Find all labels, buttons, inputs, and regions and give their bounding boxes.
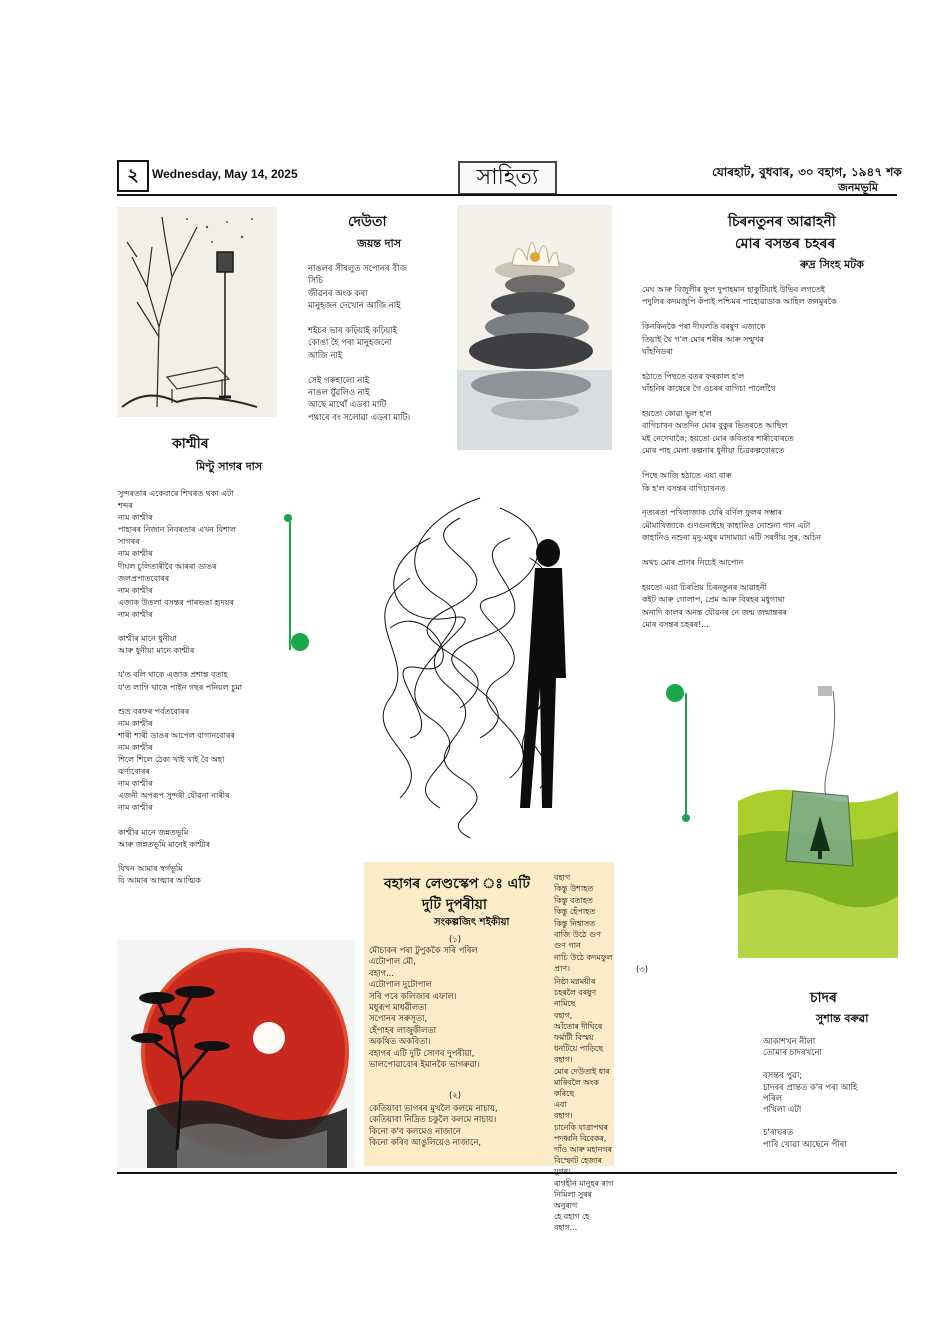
- part2-label: (২): [449, 1090, 461, 1100]
- poem-body-kashmir: সুন্দৰতাৰ একেবাৰে শিখৰত থকা এটা শব্দৰ নাম কাশ্মীৰ পাহাৰৰ নিজান নিবৰতাৰ এখন বিশাল সাগৰৰ নাম কাশ্মীৰ দীঘল চুলিতাৰীবৈ আৰৰা ডাঙৰ জলপ্ৰপাতবোৰৰ নাম কাশ্মীৰ এজাক উতলা বসন্তৰ পাৰভঙা হৃদয়ৰ নাম কাশ্মীৰ কাশ্মীৰ মানে ধুনীয়া আৰু ধুনীয়া মানে কাশ্মীৰ য'ত বলি থাকে এজাক প্ৰশান্ত বতাহ য'ত লাগি থাকে পাইন গছৰ পনিয়ল চুমা শুভ্ৰ বৰফৰ পৰ্বতবোৰৰ নাম কাশ্মীৰ শাৰী শাৰী ডাঙৰ আপেল বাগানবোৰৰ নাম কাশ্মীৰ শিলে শিলে ঠেকা খাই খাই বৈ অহা ঝৰ্ণাবোৰৰ নাম কাশ্মীৰ এজনী অপৰূপ সুন্দৰী যৌৱনা নাৰীৰ নাম কাশ্মীৰ কাশ্মীৰ মানে জন্নতভূমি আৰু জন্নতভূমি মানেই কাশ্মীৰ যিখন আমাৰ স্বৰ্গভূমি যি আমাৰ আত্মাৰ আত্মিক: [118, 489, 243, 885]
- section-title: সাহিত্য: [458, 161, 557, 195]
- green-line-right: [685, 693, 687, 818]
- page-number: ২: [117, 160, 149, 192]
- tea-bag-image: [738, 686, 898, 958]
- poem-author-bohag: সংকল্পজিৎ শইকীয়া: [434, 917, 510, 928]
- poem-part2: কেতিয়াবা ভাগৰৰ মুখলৈ কলমে নাচায়, কেতিয়াবা নিদ্ৰিত চকুলৈ কলমে নাচায়। কিনো ক'ব কলমেও নাজানে কিনো কৰিব আঙুলিয়েও নাজানে,: [369, 1103, 498, 1148]
- poem-title-bohag-1: বহাগৰ লেণ্ডস্কেপ ঃ এটি: [384, 876, 530, 892]
- sketch-tree-bench-image: [117, 207, 277, 417]
- red-sun-tree-icon: [117, 940, 355, 1168]
- poem-author-deuta: জয়ন্ত দাস: [357, 237, 401, 250]
- tangled-figure-icon: [330, 478, 608, 846]
- tea-bag-icon: [738, 686, 898, 958]
- place-date-bengali: যোৰহাট, বুধবাৰ, ৩০ বহাগ, ১৯৪৭ শক: [712, 165, 902, 179]
- poem-part3: নিষ্ঠা মগ্নময়ীৰ চহৰলৈ বৰষুণ নামিছে বহাগ, আঁতোৰ দীঘিৰে ফৰ্মাটী বিস্ময় ধনটিয়ে পাড়িছে বহাগ। মোৰ দেউতাই ধাৰ মাৰিবলৈ অংক কৰিছে এবা বহাগ। চানেকি যাত্ৰাপথৰ পদধ্বনি বিবেকৰ, গাঁও আৰু মহানগৰ বিস্ফোট হেজাৰ ৰাগহীন মানুহৰ ৰাগ নিমিলা সুৰৰ অনুৰাগ হে বহাগ হে বহাগ...: [554, 977, 614, 1233]
- poem-author-chador: সুশান্ত বৰুৱা: [816, 1012, 869, 1025]
- poem-body-chirantun: মেঘ আৰু বিজুলীৰ ফুল দুপাহমান হাকুটিয়াই উভিব লগতেই পদুলিৰ কদমজুপি কঁপাই পশ্চিমৰ পাহোৱাডাক আহিল জনমুৰকৈ কিনকিনকৈ পৰা দীঘলতি বৰষুণ এজাকে তিয়াই থৈ গ'ল মোৰ শৰীৰ আৰু সন্মুখৰ ঘাঁহনিডৰা হঠাতে পিছতে বতৰ ফৰকাল হ'ল ঘাঁহনিৰ কাষেৰে গৈ ওচৰৰ বাগিচা পালোঁগৈ হয়তো কোৱা ভুল হ'ল বাগিচাখন অতদিন মোৰ বুকুৰ ভিতৰতে আছিল মই নেদেখাকৈ; হয়তো মোৰ কবিতাৰ শাৰীবোৰতে মোৰ পাহ মেলা কল্পনাৰ ধুনীয়া চিত্ৰকল্পবোৰতে পিছে আজি হঠাতে এয়া বাৰু কি হ'ল বসন্তৰ বাগিচাখনত নৃত্যৰতা পখিলাজাক যেৰি বৰ্ণিল ফুলৰ সম্ভাৰ মৌমাখিজাকে গুণগুনাইছে কাহানিও নোশুনা গান এটা কাহানিও নশুনা মৃদু-মধুৰ মাদামায়া এটি সৰগীয় সুৰ, অচিন অথচ মোৰ প্ৰাণৰ নিচেই আপোন হয়তো এয়া চিৰপ্ৰিয় চিৰনতুনৰ আৱাহনী কইট আৰু গোলাপ, প্ৰেম আৰু বিৰহৰ মধুগাথা অনাদি কালৰ অনন্ত যৌৱনৰ নে জন্ম জন্মান্তৰৰ মোৰ বসন্তৰ চহৰৰ!...: [642, 285, 837, 629]
- tree-bench-lamp-icon: [117, 207, 277, 417]
- green-dot-large-right: [666, 684, 684, 702]
- poem-title-chador: চাদৰ: [810, 990, 837, 1006]
- poem-title-kashmir: কাশ্মীৰ: [172, 436, 209, 452]
- poem-col2-top: বহাগ কিন্তু উশাহত কিন্তু বতাহত কিন্তু হেঁপাহত কিন্তু নিশ্বাসত বাজি উঠে গুণ গুণ গান নাচি উঠে কদমফুল প্ৰাণ।: [554, 873, 613, 974]
- red-sun-tree-image: [117, 940, 355, 1168]
- poem-title-bohag-2: দুটি দুপৰীয়া: [422, 897, 487, 913]
- poem-title-chirantun-1: চিৰনতুনৰ আৱাহনী: [728, 214, 836, 230]
- poem-body-chador: আকাশখন নীলা তোমাৰ চাদৰখনো বসন্তৰ পুৱা; চাদৰৰ প্ৰান্তত ক'ৰ পৰা আহি পৰিল পখিলা এটা চ'ৰাঘৰত পাৰি খোৱা আছেনে পীৰা: [763, 1036, 858, 1149]
- footer-rule: [117, 1172, 897, 1174]
- newspaper-logo: জনমভূমি: [838, 181, 878, 194]
- poem-author-kashmir: মিণ্টু সাগৰ দাস: [196, 460, 263, 473]
- poem-title-chirantun-2: মোৰ বসন্তৰ চহৰৰ: [735, 236, 836, 252]
- green-dot-large-left: [291, 633, 309, 651]
- part1-label: (১): [449, 934, 461, 944]
- green-line-left: [289, 520, 291, 650]
- poem-part1: মৌচাকৰ পৰা টুপুককৈ সৰি পৰিল এটোপাল মৌ, বহাগ... এটোপাল দুটোপাল সৰি পৰে কলিজাৰ এফাল। মধুৰূপ মাধৱীলতা সপোনৰ সৰুসূতা, হেঁপাহৰ লাজুকীলতা অকথিত অকবিতা। বহাগৰ এটি দুটি সোণৰ দুপৰীয়া, ভালপোৱাবোৰ ইমানকৈ ভাগৰুৱা।: [369, 945, 480, 1070]
- lotus-stones-icon: [457, 205, 612, 450]
- poem-body-deuta: নাঙলৰ সীৰলুত সপোনৰ বীজ সিচি জীৱনৰ অংক কৰা মানুহজন দেখোন আজি নাই শইচৰ ভাৰ কঢ়িয়াই কঢ়িয়াই কোঙা হৈ পৰা মানুহজনো আজি নাই সেই গৰুহালো নাই নাঙল যুঁৱলিও নাই আছে মাথোঁ এডৰা মাটি পথাৰে বং সলোৱা এডৰা মাটি।: [308, 263, 411, 422]
- issue-date: Wednesday, May 14, 2025: [152, 167, 298, 181]
- poem-title-deuta: দেউতা: [348, 214, 387, 230]
- part3-label: (৩): [636, 964, 648, 974]
- poem-author-chirantun: ৰুদ্ৰ সিংহ মটক: [800, 258, 864, 271]
- lotus-stones-image: [457, 205, 612, 450]
- green-dot-small-right: [682, 814, 690, 822]
- tangled-figure-image: [330, 478, 608, 846]
- header-rule: [117, 194, 897, 196]
